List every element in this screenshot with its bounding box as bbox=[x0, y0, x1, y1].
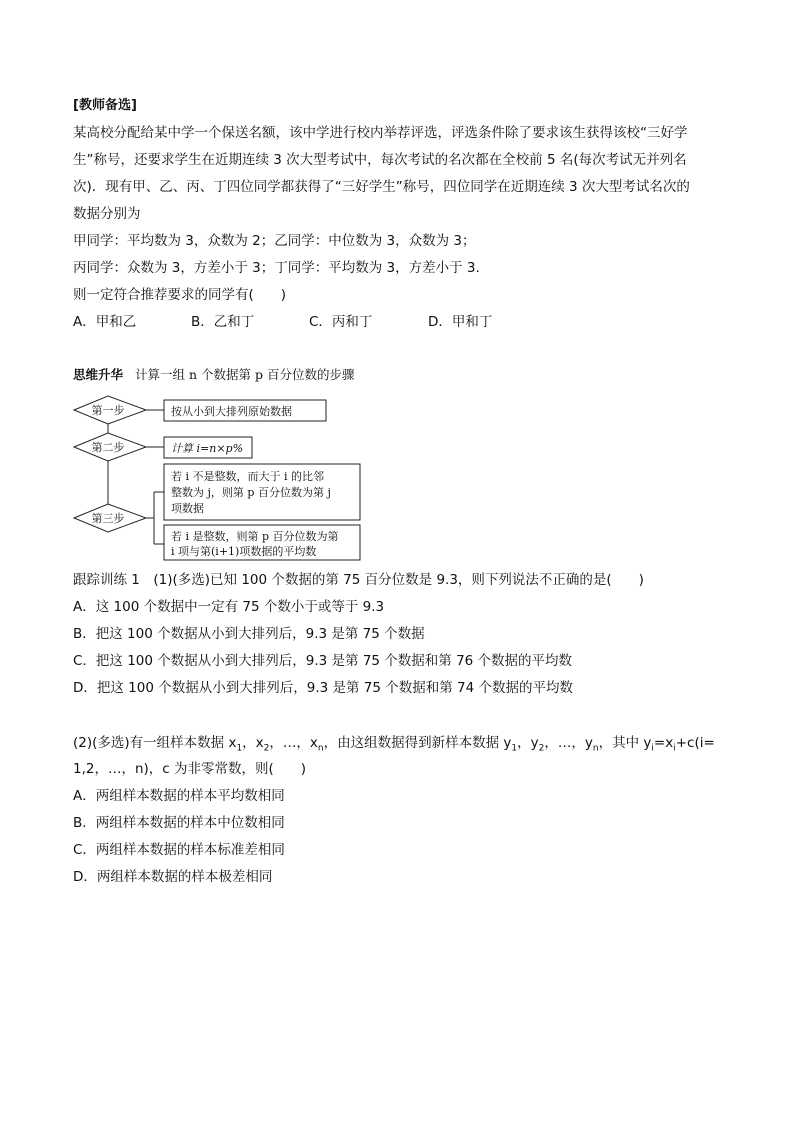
exercise1-option-d: D．把这 100 个数据从小到大排列后，9.3 是第 75 个数据和第 74 个数据的平均数 bbox=[73, 680, 574, 696]
teacher-tag: [教师备选] bbox=[73, 98, 137, 113]
problem-line-5: 甲同学：平均数为 3，众数为 2；乙同学：中位数为 3，众数为 3； bbox=[73, 233, 476, 249]
problem-line-4: 数据分别为 bbox=[73, 206, 141, 222]
exercise1-option-b: B．把这 100 个数据从小到大排列后，9.3 是第 75 个数据 bbox=[73, 626, 425, 642]
exercise1-option-c: C．把这 100 个数据从小到大排列后，9.3 是第 75 个数据和第 76 个数据的平均数 bbox=[73, 653, 573, 669]
thinking-title: 思维升华 bbox=[73, 367, 124, 382]
percentile-flowchart bbox=[70, 392, 370, 562]
option-b: B．乙和丁 bbox=[191, 314, 255, 330]
box-not-integer-line3: 项数据 bbox=[171, 502, 204, 515]
step1-label: 第一步 bbox=[91, 404, 125, 417]
exercise1-option-a: A．这 100 个数据中一定有 75 个数小于或等于 9.3 bbox=[73, 599, 385, 615]
exercise2-option-a: A．两组样本数据的样本平均数相同 bbox=[73, 788, 285, 804]
step2-label: 第二步 bbox=[91, 441, 125, 454]
option-c: C．丙和丁 bbox=[309, 314, 373, 330]
exercise2-question-line2: 1,2，…，n)，c 为非零常数，则( ) bbox=[73, 761, 307, 777]
option-a: A．甲和乙 bbox=[73, 314, 137, 330]
exercise2-option-d: D．两组样本数据的样本极差相同 bbox=[73, 869, 273, 885]
thinking-heading bbox=[73, 365, 354, 383]
problem-line-1: 某高校分配给某中学一个保送名额，该中学进行校内举荐评选，评选条件除了要求该生获得该校“三好学 bbox=[73, 125, 688, 141]
exercise1-question: 跟踪训练 1 (1)(多选)已知 100 个数据的第 75 百分位数是 9.3，则下列说法不正确的是( ) bbox=[73, 572, 644, 588]
box-integer-line1: 若 i 是整数，则第 p 百分位数为第 bbox=[171, 530, 339, 543]
option-d: D．甲和丁 bbox=[428, 314, 493, 330]
box-compute-text: 计算 i=n×p% bbox=[171, 442, 244, 455]
box-not-integer-line2: 整数为 j，则第 p 百分位数为第 j bbox=[171, 486, 331, 499]
step3-label: 第三步 bbox=[91, 512, 125, 525]
exercise2-question-line1: (2)(多选)有一组样本数据 $x_1$，$x_2$，…，$x_n$，由这组数据得到新样本数据 $y_1$，$y_2$，…，$y_n$，其中 $y_i=x_i+c(i=$ bbox=[73, 735, 715, 754]
problem-question: 则一定符合推荐要求的同学有( ) bbox=[73, 287, 287, 303]
exercise2-option-c: C．两组样本数据的样本标准差相同 bbox=[73, 842, 285, 858]
problem-line-6: 丙同学：众数为 3，方差小于 3；丁同学：平均数为 3，方差小于 3. bbox=[73, 260, 480, 276]
box-sort-text: 按从小到大排列原始数据 bbox=[171, 405, 292, 418]
thinking-subtitle: 计算一组 n 个数据第 p 百分位数的步骤 bbox=[135, 367, 355, 382]
box-integer-line2: i 项与第(i+1)项数据的平均数 bbox=[171, 545, 317, 558]
exercise2-option-b: B．两组样本数据的样本中位数相同 bbox=[73, 815, 285, 831]
problem-line-3: 次)．现有甲、乙、丙、丁四位同学都获得了“三好学生”称号，四位同学在近期连续 3 次大型考试名次的 bbox=[73, 179, 690, 195]
box-not-integer-line1: 若 i 不是整数，而大于 i 的比邻 bbox=[171, 470, 325, 483]
problem-line-2: 生”称号，还要求学生在近期连续 3 次大型考试中，每次考试的名次都在全校前 5 名(每次考试无并列名 bbox=[73, 152, 687, 168]
